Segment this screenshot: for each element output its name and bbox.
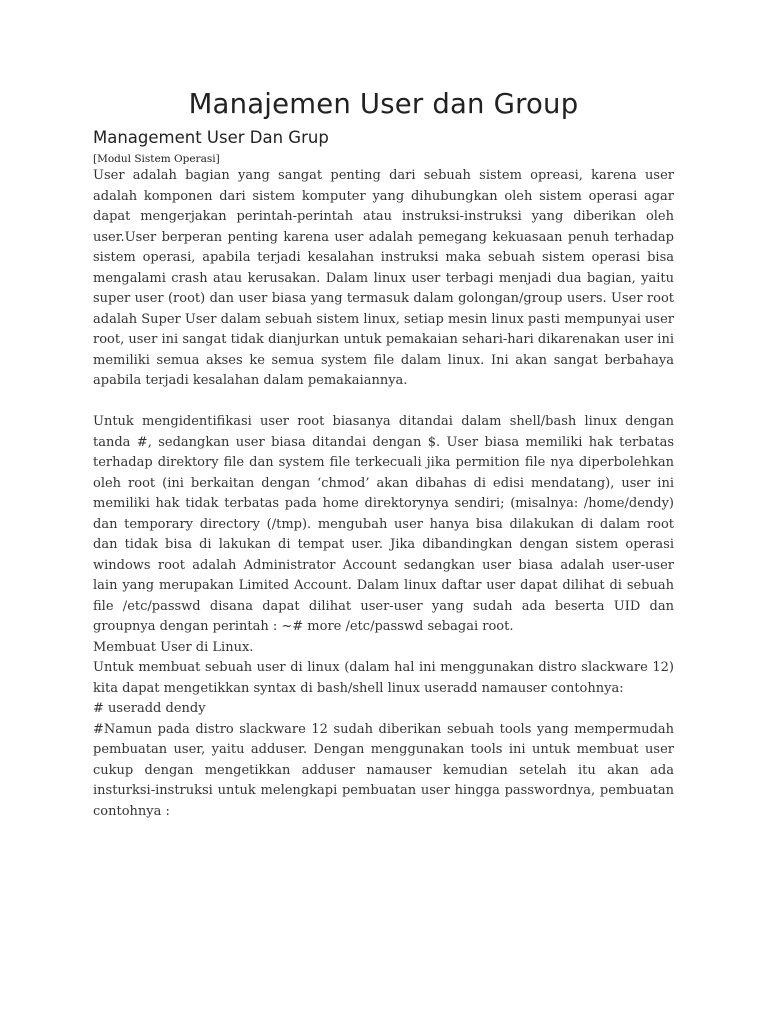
document-title: Manajemen User dan Group bbox=[188, 88, 579, 120]
module-tag: [Modul Sistem Operasi] bbox=[93, 153, 220, 165]
document-page bbox=[93, 82, 674, 822]
paragraph-adduser-tool: #Namun pada distro slackware 12 sudah diberikan sebuah tools yang mempermudah pembuatan user, yaitu adduser. Dengan menggunakan tools ini untuk membuat user cukup dengan mengetikkan adduser namauser kemudian setelah itu akan ada insturksi-instruksi untuk melengkapi pembuatan user hingga passwordnya, pembuatan contohnya : bbox=[93, 721, 674, 819]
paragraph-useradd-command: # useradd dendy bbox=[93, 701, 206, 716]
paragraph-create-user-heading: Membuat User di Linux. bbox=[93, 639, 254, 655]
paragraph-useradd-intro: Untuk membuat sebuah user di linux (dalam hal ini menggunakan distro slackware 12) kita dapat mengetikkan syntax di bash/shell linux useradd namauser contohnya: bbox=[93, 660, 674, 696]
paragraph-root-identification: Untuk mengidentifikasi user root biasanya ditandai dalam shell/bash linux dengan tanda #, sedangkan user biasa ditandai dengan $. User biasa memiliki hak terbatas terhadap direktory file dan system file terkecuali jika permition file nya diperbolehkan oleh root (ini berkaitan dengan ‘chmod’ akan dibahas di edisi mendatang), user ini memiliki hak tidak terbatas pada home direktorynya sendiri; (misalnya: /home/dendy) dan temporary directory (/tmp). mengubah user hanya bisa dilakukan di dalam root dan tidak bisa di lakukan di tempat user. Jika dibandingkan dengan sistem operasi windows root adalah Administrator Account sedangkan user biasa adalah user-user lain yang merupakan Limited Account. Dalam linux daftar user dapat dilihat di sebuah file /etc/passwd disana dapat dilihat user-user yang sudah ada beserta UID dan groupnya dengan perintah : ~# more /etc/passwd sebagai root. bbox=[93, 414, 674, 634]
paragraph-spacer bbox=[93, 392, 674, 413]
paragraph-user-intro: User adalah bagian yang sangat penting dari sebuah sistem opreasi, karena user adalah komponen dari sistem komputer yang dihubungkan oleh sistem operasi agar dapat mengerjakan perintah-perintah atau instruksi-instruksi yang diberikan oleh user.User berperan penting karena user adalah pemegang kekuasaan penuh terhadap sistem operasi, apabila terjadi kesalahan instruksi maka sebuah sistem operasi bisa mengalami crash atau kerusakan. Dalam linux user terbagi menjadi dua bagian, yaitu super user (root) dan user biasa yang termasuk dalam golongan/group users. User root adalah Super User dalam sebuah sistem linux, setiap mesin linux pasti mempunyai user root, user ini sangat tidak dianjurkan untuk pemakaian sehari-hari dikarenakan user ini memiliki semua akses ke semua system file dalam linux. Ini akan sangat berbahaya apabila terjadi kesalahan dalam pemakaiannya. bbox=[93, 168, 674, 388]
document-subtitle: Management User Dan Grup bbox=[93, 128, 329, 147]
